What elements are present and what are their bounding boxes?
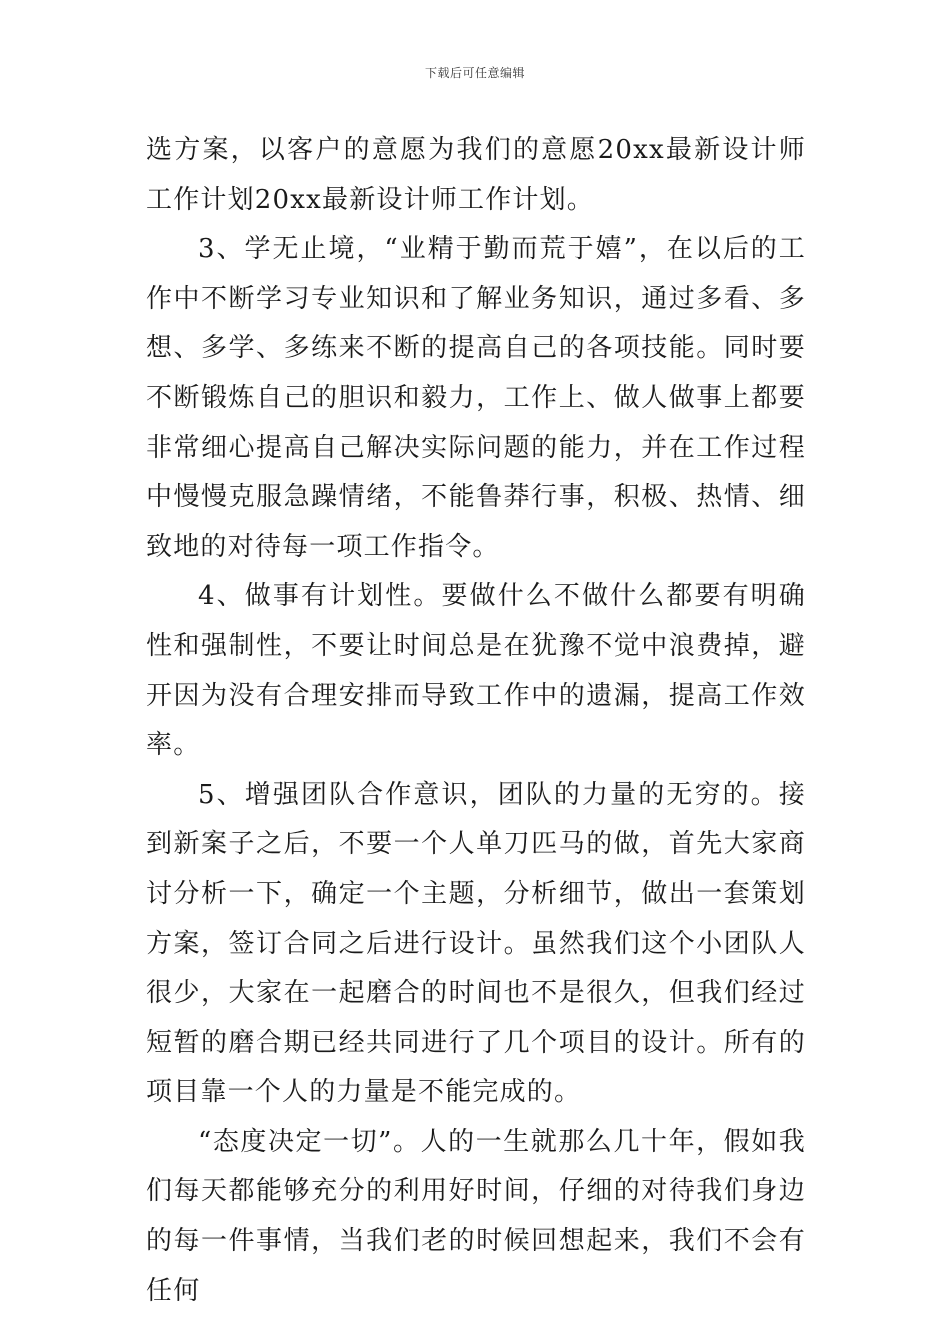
paragraph-4: 5、增强团队合作意识，团队的力量的无穷的。接到新案子之后，不要一个人单刀匹马的做，首先大家商讨分析一下，确定一个主题，分析细节，做出一套策划方案，签订合同之后进行设计。虽然我们这个小团队人很少，大家在一起磨合的时间也不是很久，但我们经过短暂的磨合期已经共同进行了几个项目的设计。所有的项目靠一个人的力量是不能完成的。 [146,779,806,1108]
paragraph-5: “态度决定一切”。人的一生就那么几十年，假如我们每天都能够充分的利用好时间，仔细的对待我们身边的每一件事情，当我们老的时候回想起来，我们不会有任何 [146,1126,806,1306]
paragraph-3: 4、做事有计划性。要做什么不做什么都要有明确性和强制性，不要让时间总是在犹豫不觉中浪费掉，避开因为没有合理安排而导致工作中的遗漏，提高工作效率。 [146,581,806,761]
document-body [146,126,806,1316]
page-header-note: 下载后可任意编辑 [424,66,525,80]
paragraph-2: 3、学无止境，“业精于勤而荒于嬉”，在以后的工作中不断学习专业知识和了解业务知识，通过多看、多想、多学、多练来不断的提高自己的各项技能。同时要不断锻炼自己的胆识和毅力，工作上、做人做事上都要非常细心提高自己解决实际问题的能力，并在工作过程中慢慢克服急躁情绪，不能鲁莽行事，积极、热情、细致地的对待每一项工作指令。 [146,234,806,562]
paragraph-1: 选方案，以客户的意愿为我们的意愿20xx最新设计师工作计划20xx最新设计师工作计划。 [146,135,806,215]
